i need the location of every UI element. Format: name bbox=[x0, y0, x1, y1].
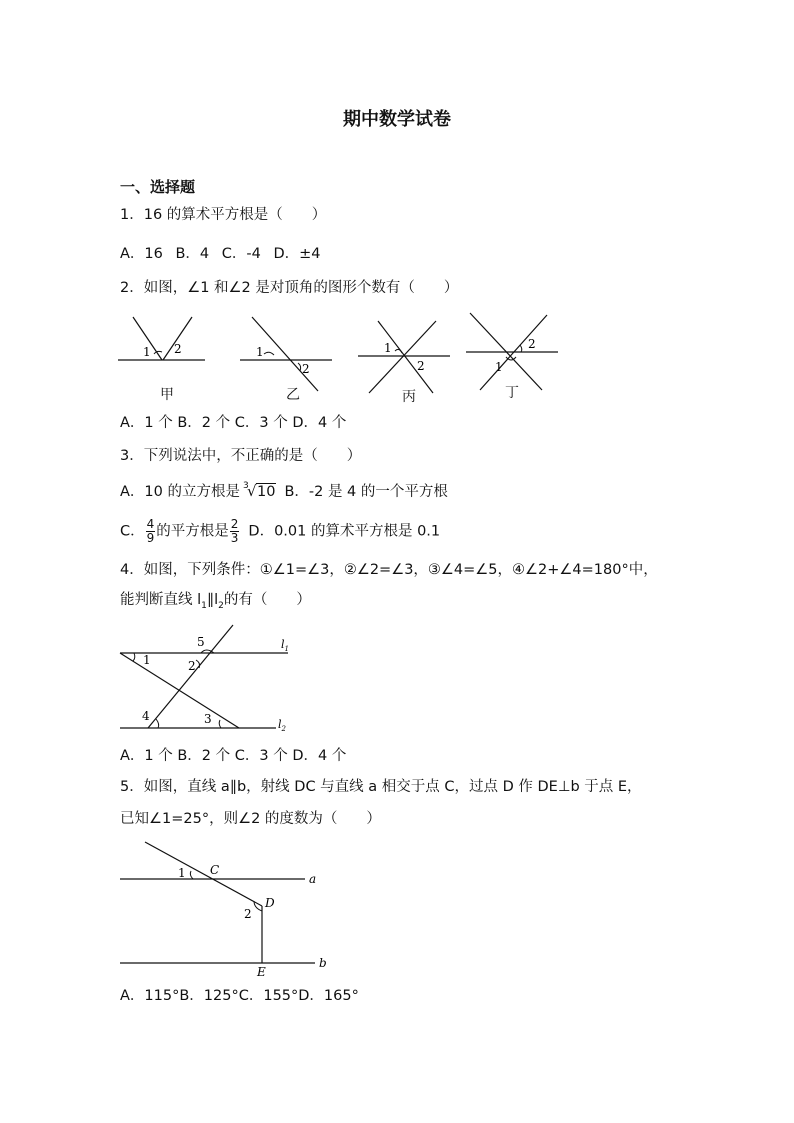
q2-bing-label-2: 2 bbox=[417, 359, 425, 373]
q2-jia-label-2: 2 bbox=[174, 342, 182, 356]
q2-caption-jia: 甲 bbox=[160, 387, 174, 403]
cube-root: 3 √ 10 bbox=[242, 481, 276, 500]
fraction-4-9: $\frac{4}{9}$ bbox=[146, 517, 155, 545]
q2-jia-label-1: 1 bbox=[143, 345, 151, 359]
q5-figure bbox=[0, 835, 794, 979]
q1-option-b: B．4 bbox=[175, 246, 210, 262]
fraction-2-3: $\frac{2}{3}$ bbox=[230, 517, 239, 545]
q3-option-a-text: A．10 的立方根是 bbox=[120, 484, 240, 500]
q5-label-2: 2 bbox=[244, 907, 252, 921]
q3-options-cd bbox=[120, 518, 440, 545]
q2-figure-bing bbox=[358, 321, 450, 393]
q3-options-ab bbox=[120, 481, 448, 503]
q5-label-e: E bbox=[257, 965, 266, 979]
q3-option-d: D．0.01 的算术平方根是 0.1 bbox=[248, 523, 441, 540]
q4-options: A．1 个 B．2 个 C．3 个 D．4 个 bbox=[120, 748, 347, 764]
q2-figure-jia bbox=[118, 317, 205, 360]
section-heading: 一、选择题 bbox=[120, 178, 196, 196]
q5-stem-line2: 已知∠1=25°，则∠2 的度数为（ ） bbox=[120, 811, 381, 827]
q1-option-a: A．16 bbox=[120, 246, 163, 262]
q5-label-c: C bbox=[210, 863, 220, 877]
q2-ding-label-1: 1 bbox=[495, 360, 503, 374]
q2-options: A．1 个 B．2 个 C．3 个 D．4 个 bbox=[120, 415, 347, 431]
q1-stem: 1．16 的算术平方根是（ ） bbox=[120, 207, 327, 223]
q5-stem-line1: 5．如图，直线 a∥b，射线 DC 与直线 a 相交于点 C，过点 D 作 DE⊥b 于点 E， bbox=[120, 779, 642, 795]
q1-option-c: C．-4 bbox=[221, 246, 261, 262]
q4-label-5: 5 bbox=[197, 635, 205, 649]
q3-option-c-prefix: C． bbox=[120, 523, 145, 540]
q2-ding-label-2: 2 bbox=[528, 337, 536, 351]
q5-label-1: 1 bbox=[178, 866, 186, 880]
q4-label-2: 2 bbox=[188, 659, 196, 673]
q2-caption-ding: 丁 bbox=[505, 385, 519, 401]
q4-line-l1: $l_1$ bbox=[281, 638, 289, 653]
q5-label-b: b bbox=[319, 956, 327, 970]
q5-label-d: D bbox=[265, 896, 275, 910]
q3-stem: 3．下列说法中，不正确的是（ ） bbox=[120, 448, 362, 464]
q4-label-3: 3 bbox=[204, 712, 212, 726]
q2-bing-label-1: 1 bbox=[384, 341, 392, 355]
q2-caption-yi: 乙 bbox=[286, 387, 300, 403]
q2-caption-bing: 丙 bbox=[402, 389, 416, 405]
q4-figure bbox=[0, 620, 794, 740]
q2-figure-ding bbox=[466, 313, 558, 390]
q2-figure-yi bbox=[240, 317, 332, 391]
q1-option-d: D．±4 bbox=[273, 246, 321, 262]
q5-options: A．115°B．125°C．155°D．165° bbox=[120, 988, 359, 1004]
page-title: 期中数学试卷 bbox=[343, 109, 451, 130]
q2-figures bbox=[0, 305, 794, 425]
q2-yi-label-2: 2 bbox=[302, 362, 310, 376]
q4-stem-line2: 能判断直线 $l_1\parallel l_2$的有（ ） bbox=[120, 592, 311, 611]
q4-stem-line1: 4．如图，下列条件：①∠1=∠3，②∠2=∠3，③∠4=∠5，④∠2+∠4=180°中， bbox=[120, 562, 658, 578]
q2-yi-label-1: 1 bbox=[256, 345, 264, 359]
q4-line-l2: $l_2$ bbox=[278, 718, 286, 733]
q4-label-1: 1 bbox=[143, 653, 151, 667]
q3-option-b: B．-2 是 4 的一个平方根 bbox=[284, 484, 448, 500]
q5-label-a: a bbox=[309, 872, 317, 886]
q4-label-4: 4 bbox=[142, 709, 150, 723]
q3-option-c-mid: 的平方根是 bbox=[156, 523, 229, 540]
q1-options bbox=[120, 243, 321, 265]
q2-stem: 2．如图，∠1 和∠2 是对顶角的图形个数有（ ） bbox=[120, 280, 459, 296]
